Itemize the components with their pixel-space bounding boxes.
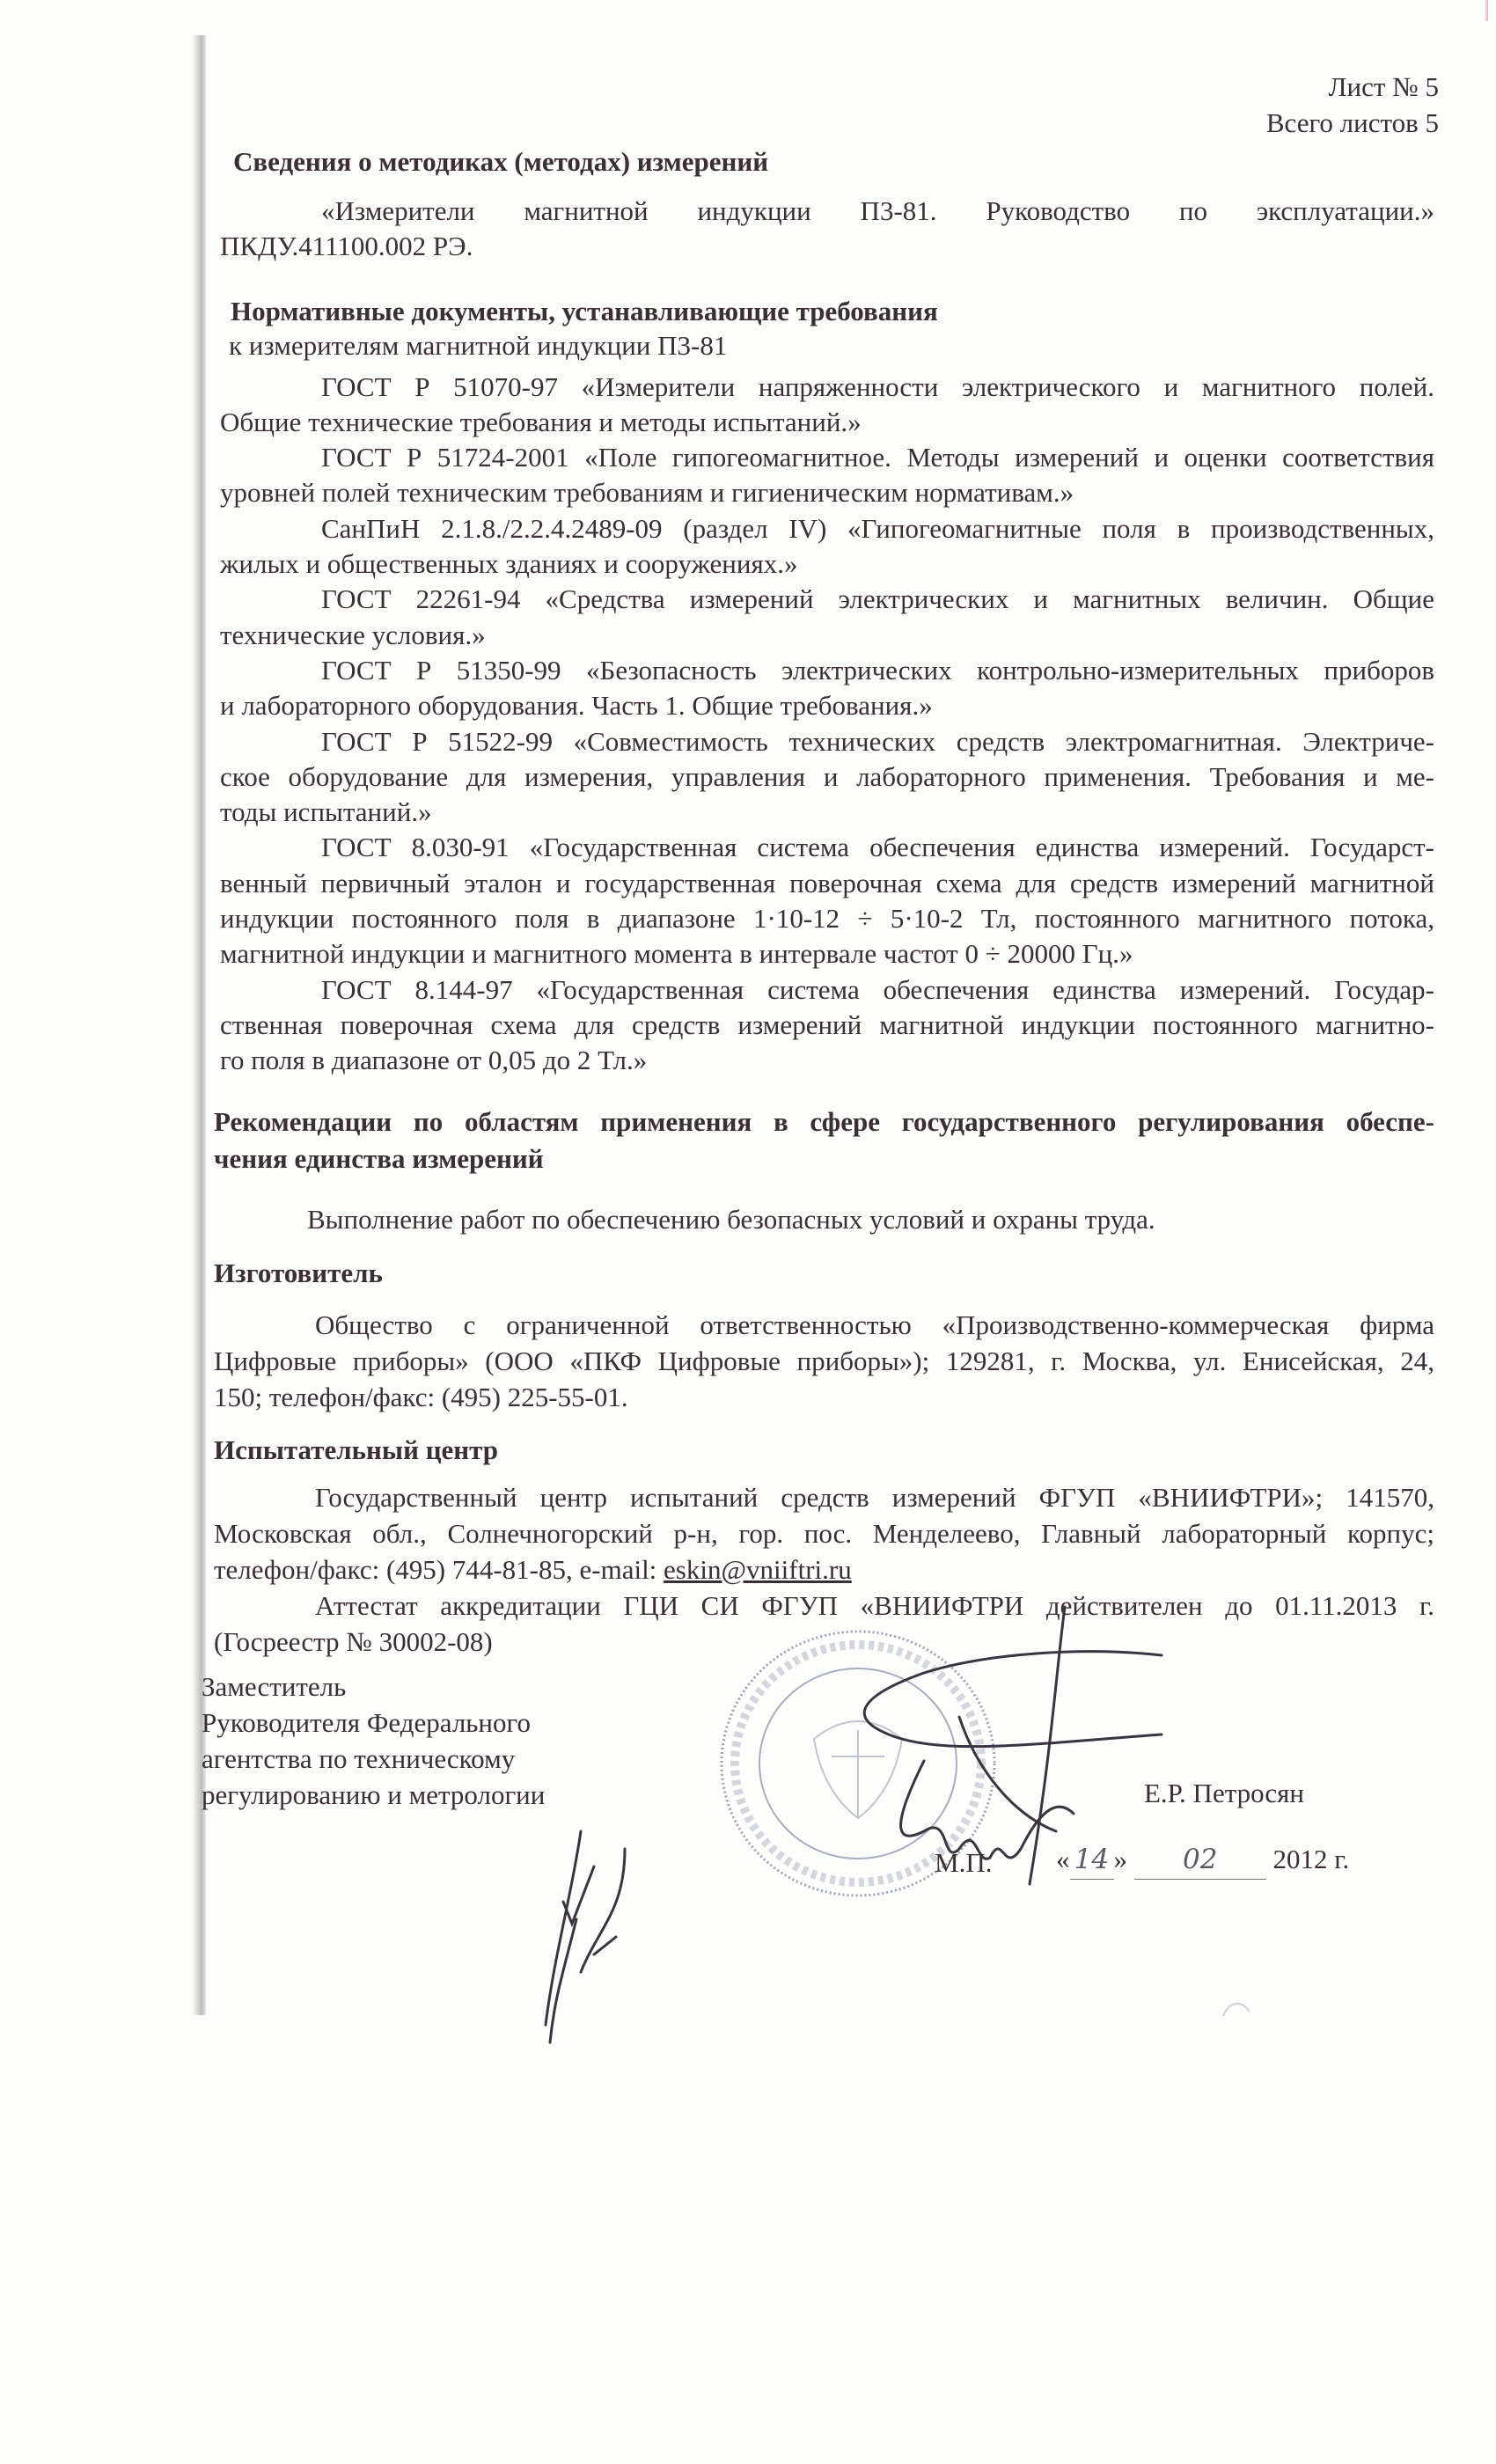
- text-line: уровней полей техническим требованиям и гигиеническим нормативам.»: [220, 477, 1074, 509]
- date-day: 14: [1070, 1840, 1114, 1880]
- document-body: [202, 69, 1439, 2038]
- text-line: Общие технические требования и методы испытаний.»: [220, 406, 862, 437]
- sheet-header: [214, 69, 1439, 141]
- signature-date: [1056, 1840, 1349, 1880]
- recommendations-heading: [214, 1104, 1434, 1177]
- test-center-heading: Испытательный центр: [214, 1434, 499, 1465]
- heading-line: Рекомендации по областям применения в сфере государственного регулирования обеспе-: [214, 1105, 1434, 1137]
- text-line: ское оборудование для измерения, управления и лабораторного применения. Требования и ме-: [220, 760, 1434, 792]
- doc-item: [220, 653, 1434, 724]
- date-year: 2012 г.: [1272, 1843, 1350, 1874]
- manufacturer-text: [214, 1307, 1434, 1415]
- text-line: индукции постоянного поля в диапазоне 1·10-12 ÷ 5·10-2 Тл, постоянного магнитного потока,: [220, 903, 1434, 935]
- heading-line: чения единства измерений: [214, 1142, 544, 1174]
- text-line: и лабораторного оборудования. Часть 1. Общие требования.»: [220, 690, 933, 722]
- text-line: (Госреестр № 30002-08): [214, 1625, 493, 1657]
- text-line: «Измерители магнитной индукции П3-81. Руководство по эксплуатации.»: [321, 195, 1434, 226]
- text-line: СанПиН 2.1.8./2.2.4.2489-09 (раздел IV) «Гипогеомагнитные поля в производственных,: [321, 512, 1434, 544]
- text-line: Аттестат аккредитации ГЦИ СИ ФГУП «ВНИИФТРИ действителен до 01.11.2013 г.: [315, 1589, 1434, 1621]
- sheet-total: Всего листов 5: [1265, 107, 1439, 138]
- faint-mark: [1214, 1994, 1267, 2020]
- quote-close: »: [1113, 1843, 1127, 1874]
- text-line: тоды испытаний.»: [220, 796, 432, 828]
- contact-text: телефон/факс: (495) 744-81-85, e-mail:: [214, 1553, 664, 1585]
- doc-item: [220, 830, 1434, 972]
- signature-block: [202, 1668, 1434, 2038]
- signatory-name: Е.Р. Петросян: [1144, 1777, 1305, 1808]
- text-line: ГОСТ Р 51070-97 «Измерители напряженности электрического и магнитного полей.: [321, 370, 1434, 402]
- doc-item: [220, 511, 1434, 583]
- text-line: ГОСТ Р 51522-99 «Совместимость технических средств электромагнитная. Электриче-: [321, 725, 1434, 757]
- normative-subtitle: к измерителям магнитной индукции П3-81: [229, 329, 728, 361]
- doc-item: [220, 724, 1434, 831]
- stamp-place-label: М.П.: [935, 1846, 993, 1878]
- doc-item: [220, 582, 1434, 653]
- quote-open: «: [1056, 1843, 1070, 1874]
- text-line: ственная поверочная схема для средств измерений магнитной индукции постоянного магнитно-: [220, 1008, 1434, 1040]
- scan-mark: [1485, 0, 1488, 21]
- sheet-number: Лист № 5: [1328, 71, 1439, 102]
- position-line: агентства по техническому: [202, 1742, 516, 1774]
- recommendations-text: Выполнение работ по обеспечению безопасных условий и охраны труда.: [307, 1203, 1155, 1235]
- text-line: Государственный центр испытаний средств измерений ФГУП «ВНИИФТРИ»; 141570,: [315, 1481, 1434, 1513]
- text-line: ПКДУ.411100.002 РЭ.: [220, 231, 473, 262]
- doc-item: [220, 972, 1434, 1079]
- second-signature: [528, 1822, 739, 2051]
- normative-doc-list: [220, 370, 1434, 1079]
- text-line: ГОСТ 22261-94 «Средства измерений электрических и магнитных величин. Общие: [321, 583, 1434, 615]
- text-line: магнитной индукции и магнитного момента в интервале частот 0 ÷ 20000 Гц.»: [220, 938, 1133, 970]
- manufacturer-heading: Изготовитель: [214, 1257, 383, 1288]
- text-line: го поля в диапазоне от 0,05 до 2 Тл.»: [220, 1045, 648, 1076]
- text-line: ГОСТ Р 51724-2001 «Поле гипогеомагнитное. Методы измерений и оценки соответствия: [321, 442, 1434, 473]
- doc-item: [220, 370, 1434, 441]
- text-line: 150; телефон/факс: (495) 225-55-01.: [214, 1381, 628, 1412]
- position-line: регулированию и метрологии: [202, 1778, 546, 1810]
- doc-item: [220, 440, 1434, 511]
- text-line: ГОСТ 8.144-97 «Государственная система обеспечения единства измерений. Государ-: [321, 973, 1434, 1005]
- text-line: [214, 1551, 1434, 1588]
- date-month: 02: [1134, 1840, 1266, 1880]
- text-line: технические условия.»: [220, 619, 486, 650]
- normative-heading: Нормативные документы, устанавливающие требования: [231, 295, 938, 326]
- text-line: жилых и общественных зданиях и сооружениях.»: [220, 548, 798, 580]
- text-line: Московская обл., Солнечногорский р-н, гор. пос. Менделеево, Главный лабораторный корпус;: [214, 1517, 1434, 1549]
- position-line: Заместитель: [202, 1670, 347, 1702]
- signatory-position: [202, 1668, 545, 1813]
- position-line: Руководителя Федерального: [202, 1706, 531, 1738]
- text-line: Общество с ограниченной ответственностью «Производственно-коммерческая фирма: [315, 1309, 1434, 1340]
- text-line: венный первичный эталон и государственная поверочная схема для средств измерений магнитной: [220, 867, 1434, 898]
- methods-heading: Сведения о методиках (методах) измерений: [233, 146, 769, 177]
- methods-text: [220, 194, 1434, 265]
- text-line: ГОСТ Р 51350-99 «Безопасность электрических контрольно-измерительных приборов: [321, 654, 1434, 686]
- email-link[interactable]: eskin@vniiftri.ru: [664, 1553, 852, 1585]
- text-line: Цифровые приборы» (ООО «ПКФ Цифровые приборы»); 129281, г. Москва, ул. Енисейская, 24,: [214, 1345, 1434, 1376]
- text-line: ГОСТ 8.030-91 «Государственная система обеспечения единства измерений. Государст-: [321, 832, 1434, 863]
